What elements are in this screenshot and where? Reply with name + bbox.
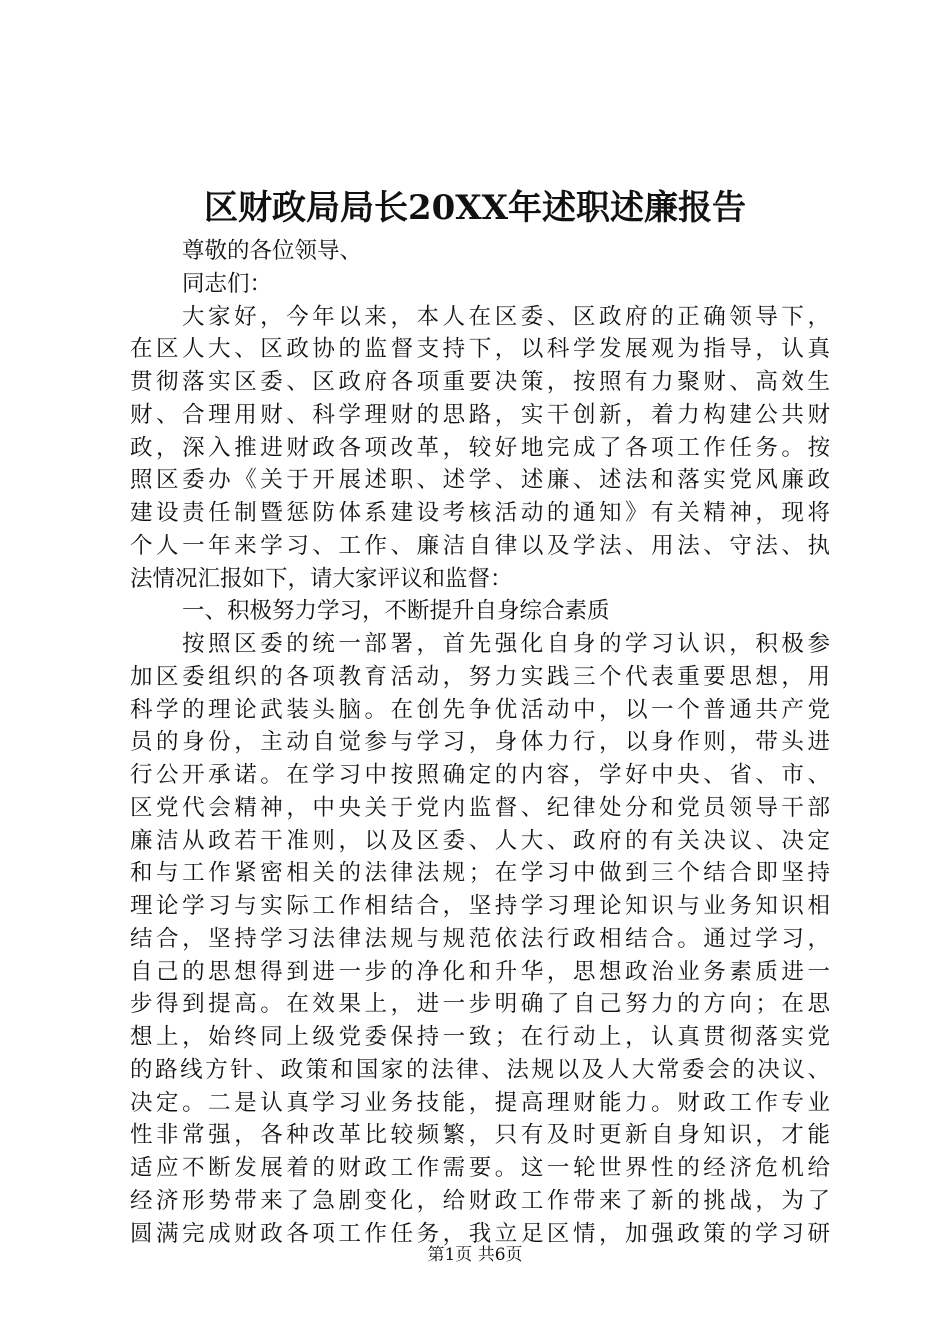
paragraph-line: 性非常强，各种改革比较频繁，只有及时更新自身知识，才能: [130, 1122, 830, 1149]
paragraph-line: 区党代会精神，中央关于党内监督、纪律处分和党员领导干部: [130, 794, 830, 821]
document-title: 区财政局局长20XX年述职述廉报告: [203, 188, 747, 228]
paragraph-line: 步得到提高。在效果上，进一步明确了自己努力的方向；在思: [130, 991, 830, 1018]
paragraph-line: 贯彻落实区委、区政府各项重要决策，按照有力聚财、高效生: [130, 369, 830, 395]
paragraph-line: 廉洁从政若干准则，以及区委、人大、政府的有关决议、决定: [130, 827, 830, 854]
paragraph-line: 想上，始终同上级党委保持一致；在行动上，认真贯彻落实党: [130, 1024, 830, 1050]
paragraph-line: 大家好，今年以来，本人在区委、区政府的正确领导下，: [182, 303, 830, 330]
paragraph-line: 理论学习与实际工作相结合，坚持学习理论知识与业务知识相: [130, 893, 830, 919]
paragraph-line: 个人一年来学习、工作、廉洁自律以及学法、用法、守法、执: [130, 532, 830, 559]
paragraph-line: 圆满完成财政各项工作任务，我立足区情，加强政策的学习研: [130, 1220, 830, 1247]
paragraph-line: 科学的理论武装头脑。在创先争优活动中，以一个普通共产党: [130, 696, 830, 723]
paragraph-line: 适应不断发展着的财政工作需要。这一轮世界性的经济危机给: [130, 1155, 830, 1181]
paragraph-line: 按照区委的统一部署，首先强化自身的学习认识，积极参: [182, 631, 830, 657]
paragraph-line: 建设责任制暨惩防体系建设考核活动的通知》有关精神，现将: [130, 500, 830, 526]
paragraph-line: 和与工作紧密相关的法律法规；在学习中做到三个结合即坚持: [130, 860, 830, 887]
paragraph-line: 决定。二是认真学习业务技能，提高理财能力。财政工作专业: [130, 1089, 830, 1116]
salutation-line: 同志们：: [182, 270, 273, 297]
paragraph-line: 照区委办《关于开展述职、述学、述廉、述法和落实党风廉政: [130, 467, 830, 494]
section-heading: 一、积极努力学习，不断提升自身综合素质: [182, 598, 610, 625]
paragraph-line: 法情况汇报如下，请大家评议和监督：: [130, 565, 513, 592]
paragraph-line: 员的身份，主动自觉参与学习，身体力行，以身作则，带头进: [130, 729, 830, 756]
page-number-footer: 第1页 共6页: [427, 1245, 523, 1265]
document-body: [130, 235, 830, 1250]
paragraph-line: 自己的思想得到进一步的净化和升华，思想政治业务素质进一: [130, 958, 830, 985]
paragraph-line: 经济形势带来了急剧变化，给财政工作带来了新的挑战，为了: [130, 1187, 830, 1214]
salutation-line: 尊敬的各位领导、: [182, 238, 363, 264]
paragraph-line: 在区人大、区政协的监督支持下，以科学发展观为指导，认真: [130, 336, 830, 363]
paragraph-line: 财、合理用财、科学理财的思路，实干创新，着力构建公共财: [130, 401, 830, 428]
paragraph-line: 加区委组织的各项教育活动，努力实践三个代表重要思想，用: [130, 663, 830, 690]
paragraph-line: 政，深入推进财政各项改革，较好地完成了各项工作任务。按: [130, 434, 830, 461]
paragraph-line: 行公开承诺。在学习中按照确定的内容，学好中央、省、市、: [130, 762, 830, 788]
paragraph-line: 的路线方针、政策和国家的法律、法规以及人大常委会的决议、: [130, 1056, 830, 1083]
paragraph-line: 结合，坚持学习法律法规与规范依法行政相结合。通过学习，: [130, 925, 830, 952]
